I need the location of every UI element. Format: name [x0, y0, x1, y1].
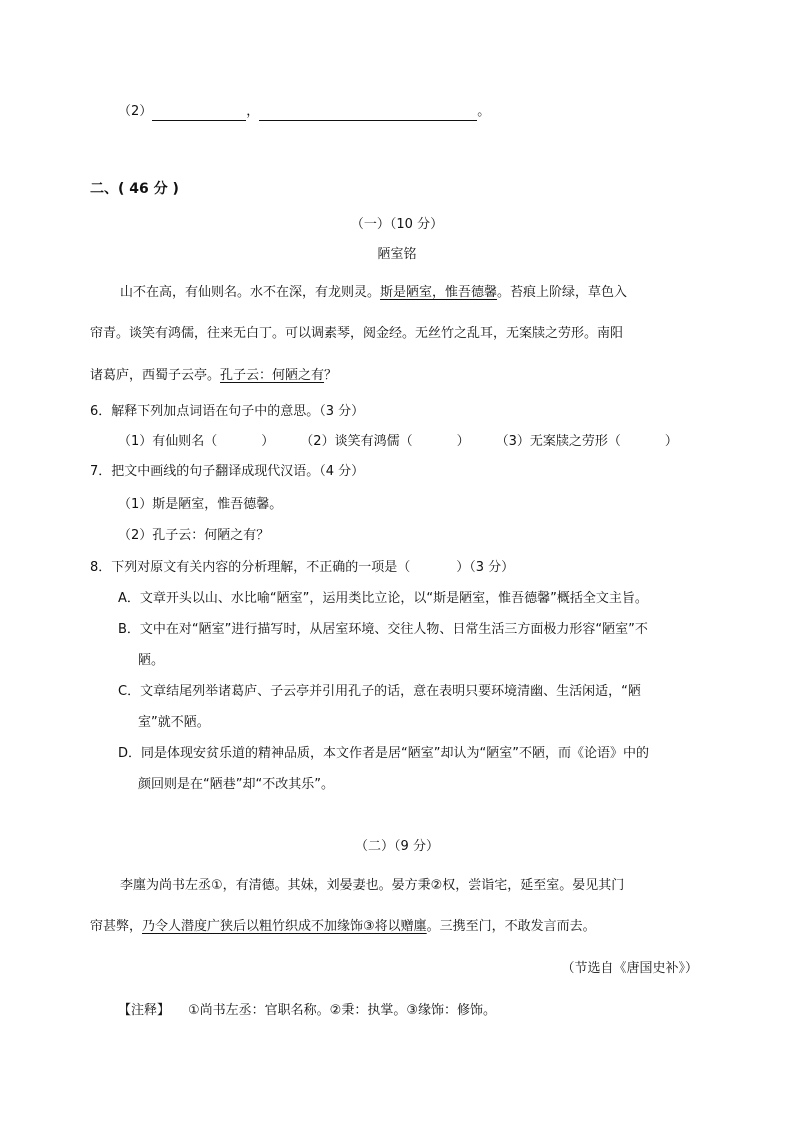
- part-1-heading: （一）（10 分）: [350, 217, 444, 232]
- q7-item-1: （1）斯是陋室，惟吾德馨。: [118, 497, 283, 512]
- note-text: ①尚书左丞：官职名称。②秉：执掌。③缘饰：修饰。: [188, 1003, 496, 1018]
- q8-option-b-cont: 陋。: [138, 653, 165, 668]
- q8-stem-score: ）（3 分）: [456, 560, 515, 575]
- q6-item-3-close: ）: [664, 434, 678, 449]
- q8-option-b: B．文中在对“陋室”进行描写时，从居室环境、交往人物、日常生活三方面极力形容“陋室”不: [118, 622, 648, 637]
- passage-text: 山不在高，有仙则名。水不在深，有龙则灵。: [120, 285, 381, 300]
- passage-text: 。苔痕上阶绿，草色入: [497, 285, 628, 300]
- answer-blank-2[interactable]: [259, 106, 477, 121]
- underlined-sentence-1: 斯是陋室，惟吾德馨: [380, 285, 498, 300]
- answer-blank-1[interactable]: [152, 106, 246, 121]
- annotation-note: [118, 1002, 496, 1020]
- q5-item-2: [118, 103, 490, 121]
- q6-item-2: （2）谈笑有鸿儒（: [300, 434, 413, 449]
- q8-option-a: A．文章开头以山、水比喻“陋室”，运用类比立论，以“斯是陋室，惟吾德馨”概括全文主旨。: [118, 591, 648, 606]
- q8-option-d: D．同是体现安贫乐道的精神品质，本文作者是居“陋室”却认为“陋室”不陋，而《论语》中的: [118, 746, 649, 761]
- underlined-sentence-3: 乃令人潜度广狭后以粗竹织成不加缘饰③将以赠廛: [142, 919, 427, 934]
- passage-2-source: （节选自《唐国史补》）: [561, 961, 698, 976]
- passage-text: 帘甚弊，: [90, 919, 143, 934]
- passage-2-line-1: 李廛为尚书左丞①，有清德。其妹，刘晏妻也。晏方秉②权，尝诣宅，延至室。晏见其门: [120, 878, 625, 893]
- passage-line-3: [90, 367, 337, 385]
- q6-items: [118, 433, 678, 451]
- q6-stem: 6．解释下列加点词语在句子中的意思。（3 分）: [90, 404, 365, 419]
- note-label: 【注释】: [118, 1003, 171, 1018]
- q8-option-c-cont: 室”就不陋。: [138, 715, 210, 730]
- passage-line-1: [120, 284, 627, 302]
- q6-item-1-close: ）: [261, 434, 275, 449]
- q6-item-2-close: ）: [456, 434, 470, 449]
- q6-item-3: （3）无案牍之劳形（: [495, 434, 621, 449]
- passage-text: 。三携至门，不敢发言而去。: [426, 919, 596, 934]
- q6-item-1: （1）有仙则名（: [118, 434, 218, 449]
- q5-end: 。: [477, 104, 491, 119]
- q8-stem-text: 8．下列对原文有关内容的分析理解，不正确的一项是（: [90, 560, 411, 575]
- q7-stem: 7．把文中画线的句子翻译成现代汉语。（4 分）: [90, 464, 365, 479]
- q5-item-number: （2）: [118, 104, 153, 119]
- q8-option-c: C．文章结尾列举诸葛庐、子云亭并引用孔子的话，意在表明只要环境清幽、生活闲适，“陋: [118, 684, 641, 699]
- q8-option-d-cont: 颜回则是在“陋巷”却“不改其乐”。: [138, 777, 334, 792]
- section-2-heading: 二、( 46 分 ): [90, 181, 179, 197]
- passage-text: ？: [324, 368, 338, 383]
- passage-2-line-2: [90, 918, 596, 936]
- underlined-sentence-2: 孔子云：何陋之有: [220, 368, 325, 383]
- passage-title: 陋室铭: [377, 247, 417, 262]
- q8-stem: [90, 559, 514, 577]
- q5-separator: ，: [246, 104, 260, 119]
- part-2-heading: （二）（9 分）: [355, 839, 439, 854]
- passage-line-2: 帘青。谈笑有鸿儒，往来无白丁。可以调素琴，阅金经。无丝竹之乱耳，无案牍之劳形。南阳: [90, 326, 624, 341]
- passage-text: 诸葛庐，西蜀子云亭。: [90, 368, 221, 383]
- q7-item-2: （2）孔子云：何陋之有？: [118, 528, 270, 543]
